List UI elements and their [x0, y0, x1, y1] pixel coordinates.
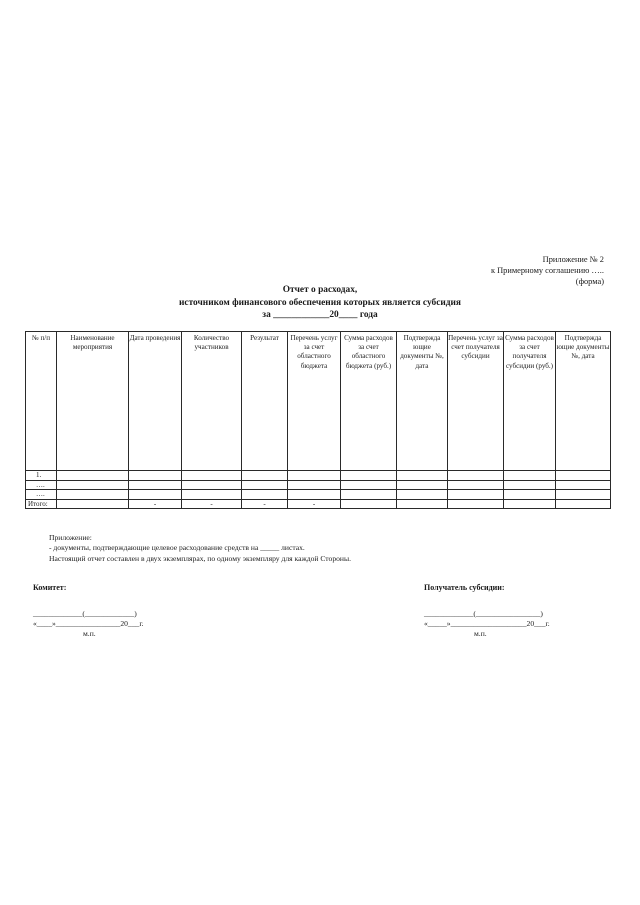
seal-mark: м.п. — [83, 629, 96, 638]
table-row — [26, 471, 611, 481]
annex-line-1: Приложение № 2 — [542, 255, 604, 264]
seal-mark: м.п. — [474, 629, 487, 638]
title-line-1: Отчет о расходах, — [282, 285, 358, 295]
total-services: - — [288, 499, 341, 509]
signature-block-recipient — [424, 583, 550, 639]
row-number: …. — [26, 480, 57, 490]
column-header-date: Дата проведения — [129, 332, 182, 471]
annex-line-3: (форма) — [575, 277, 604, 287]
column-header-recipient-services: Перечень услуг за счет получателя субсидии — [448, 332, 504, 471]
attachment-notes — [49, 533, 351, 564]
column-header-regional-amount: Сумма расходов за счет областного бюджета (руб.) — [341, 332, 397, 471]
notes-heading: Приложение: — [49, 533, 92, 542]
row-number: 1. — [26, 471, 57, 481]
report-title — [0, 284, 640, 322]
row-number: …. — [26, 490, 57, 500]
title-line-3: за ____________20____ года — [262, 310, 378, 321]
annex-line-2: к Примерному соглашению ….. — [490, 266, 604, 276]
notes-documents: - документы, подтверждающие целевое расходование средств на _____ листах. — [49, 543, 305, 553]
total-participants: - — [182, 499, 242, 509]
signature-role: Комитет: — [33, 583, 67, 592]
column-header-participants: Количество участников — [182, 332, 242, 471]
total-result: - — [242, 499, 288, 509]
total-row — [26, 499, 611, 509]
annex-reference — [491, 254, 604, 288]
notes-copies: Настоящий отчет составлен в двух экземплярах, по одному экземпляру для каждой Стороны. — [49, 553, 351, 563]
column-header-regional-services: Перечень услуг за счет областного бюджета — [288, 332, 341, 471]
signature-name-line: _____________(_________________) — [424, 609, 543, 618]
table-header-row — [26, 332, 611, 471]
signature-name-line: _____________(_____________) — [33, 609, 137, 618]
signature-date-line: «____»_________________20___г. — [33, 619, 144, 628]
table-row — [26, 480, 611, 490]
column-header-event-name: Наименование мероприятия — [57, 332, 129, 471]
column-header-number: № п/п — [26, 332, 57, 471]
column-header-recipient-amount: Сумма расходов за счет получателя субсидии (руб.) — [504, 332, 556, 471]
total-date: - — [129, 499, 182, 509]
expense-report-table — [25, 331, 611, 509]
table-row — [26, 490, 611, 500]
signature-role: Получатель субсидии: — [424, 583, 505, 592]
title-line-2: источником финансового обеспечения которых является субсидия — [179, 297, 461, 308]
column-header-regional-documents: Подтвержда ющие документы №, дата — [397, 332, 448, 471]
signature-date-line: «_____»____________________20___г. — [424, 619, 550, 628]
total-label: Итого: — [26, 499, 57, 509]
signature-block-committee — [33, 583, 143, 639]
column-header-result: Результат — [242, 332, 288, 471]
column-header-recipient-documents: Подтвержда ющие документы №, дата — [556, 332, 611, 471]
